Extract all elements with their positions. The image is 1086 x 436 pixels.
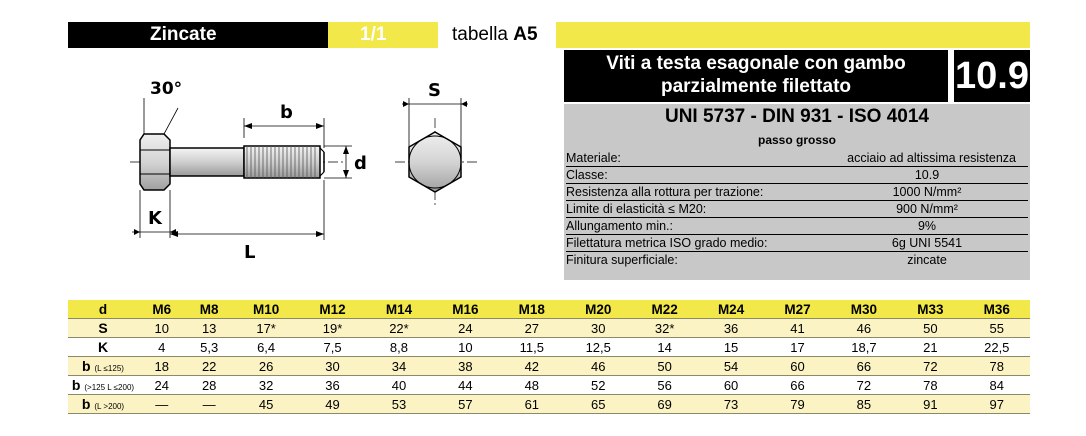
table-cell: 10 (138, 319, 185, 338)
table-cell: 12,5 (565, 338, 631, 357)
b-dimension-label: b (280, 102, 293, 123)
header-label: d (68, 300, 138, 319)
table-cell: 42 (499, 357, 565, 376)
property-value: 10.9 (914, 168, 940, 182)
table-cell: 11,5 (499, 338, 565, 357)
table-cell: 14 (631, 338, 697, 357)
table-cell: 19* (299, 319, 365, 338)
table-cell: 36 (299, 376, 365, 395)
property-row (566, 218, 1028, 235)
table-cell: 13 (185, 319, 232, 338)
table-cell: 52 (565, 376, 631, 395)
row-label (68, 357, 138, 376)
table-cell: 78 (897, 376, 963, 395)
table-cell: 54 (698, 357, 764, 376)
size-header: M24 (698, 300, 764, 319)
angle-label: 30° (150, 79, 183, 99)
table-code: A5 (513, 24, 538, 45)
table-cell: 97 (964, 395, 1030, 414)
row-label (68, 338, 138, 357)
row-label (68, 376, 138, 395)
table-cell: 66 (831, 357, 897, 376)
row-label-symbol: S (98, 320, 108, 336)
s-dimension-label: S (428, 80, 441, 101)
property-row (566, 184, 1028, 201)
table-cell: 17* (233, 319, 299, 338)
row-label-symbol: b (81, 396, 91, 412)
table-cell: 40 (366, 376, 432, 395)
table-cell: 41 (764, 319, 830, 338)
table-prefix: tabella (452, 24, 508, 45)
table-cell: 50 (897, 319, 963, 338)
table-cell: — (185, 395, 232, 414)
table-cell: 32* (631, 319, 697, 338)
table-cell: 50 (631, 357, 697, 376)
property-label: Resistenza alla rottura per trazione: (566, 185, 764, 199)
table-header-row (68, 300, 1030, 319)
table-cell: 18 (138, 357, 185, 376)
property-label: Filettatura metrica ISO grado medio: (566, 236, 768, 250)
title-line-1: Viti a testa esagonale con gambo (606, 53, 906, 74)
table-cell: 28 (185, 376, 232, 395)
table-cell: 7,5 (299, 338, 365, 357)
table-cell: 46 (831, 319, 897, 338)
table-cell: 73 (698, 395, 764, 414)
size-header: M20 (565, 300, 631, 319)
table-cell: 85 (831, 395, 897, 414)
size-header: M16 (432, 300, 498, 319)
property-label: Materiale: (566, 151, 621, 165)
header-bar-yellow-right (556, 22, 1030, 48)
table-row (68, 395, 1030, 414)
product-title (564, 52, 948, 98)
size-header: M36 (964, 300, 1030, 319)
table-cell: 56 (631, 376, 697, 395)
table-cell: 32 (233, 376, 299, 395)
size-header: M6 (138, 300, 185, 319)
row-label (68, 395, 138, 414)
table-row (68, 376, 1030, 395)
table-cell: 10 (432, 338, 498, 357)
table-cell: 91 (897, 395, 963, 414)
property-label: Finitura superficiale: (566, 253, 678, 267)
table-cell: 17 (764, 338, 830, 357)
row-label-condition: (L ≤125) (94, 364, 124, 373)
property-row (566, 150, 1028, 167)
table-cell: 60 (698, 376, 764, 395)
title-line-2: parzialmente filettato (660, 76, 852, 97)
table-cell: 44 (432, 376, 498, 395)
table-cell: 21 (897, 338, 963, 357)
table-cell: 22,5 (964, 338, 1030, 357)
table-cell: 45 (233, 395, 299, 414)
page-indicator: 1/1 (360, 24, 387, 45)
table-row (68, 338, 1030, 357)
l-dimension-label: L (244, 242, 256, 263)
size-header: M30 (831, 300, 897, 319)
table-cell: 26 (233, 357, 299, 376)
property-value: zincate (907, 253, 947, 267)
table-cell: 57 (432, 395, 498, 414)
finish-label: Zincate (150, 24, 217, 45)
size-header: M10 (233, 300, 299, 319)
table-cell: 48 (499, 376, 565, 395)
table-cell: 27 (499, 319, 565, 338)
size-header: M22 (631, 300, 697, 319)
table-cell: 22 (185, 357, 232, 376)
row-label-symbol: b (71, 377, 81, 393)
property-row (566, 235, 1028, 252)
bolt-technical-drawing (130, 68, 490, 268)
table-cell: 78 (964, 357, 1030, 376)
row-label-condition: (L >200) (94, 402, 125, 411)
table-row (68, 357, 1030, 376)
dimensions-table (68, 300, 1030, 414)
table-cell: 24 (138, 376, 185, 395)
table-cell: 15 (698, 338, 764, 357)
strength-class-badge: 10.9 (954, 50, 1030, 102)
table-cell: 34 (366, 357, 432, 376)
pitch-label: passo grosso (757, 133, 837, 147)
table-cell: 66 (764, 376, 830, 395)
size-header: M12 (299, 300, 365, 319)
table-cell: 61 (499, 395, 565, 414)
k-dimension-label: K (148, 208, 162, 229)
table-cell: 22* (366, 319, 432, 338)
table-cell: 60 (764, 357, 830, 376)
row-label-symbol: b (82, 358, 91, 374)
property-label: Limite di elasticità ≤ M20: (566, 202, 707, 216)
table-cell: 69 (631, 395, 697, 414)
table-cell: 30 (299, 357, 365, 376)
table-cell: 49 (299, 395, 365, 414)
table-cell: 53 (366, 395, 432, 414)
row-label-condition: (>125 L ≤200) (84, 383, 135, 392)
table-cell: 72 (897, 357, 963, 376)
table-cell: 24 (432, 319, 498, 338)
table-cell: 38 (432, 357, 498, 376)
d-dimension-label: d (354, 153, 367, 174)
size-header: M33 (897, 300, 963, 319)
property-row (566, 201, 1028, 218)
table-cell: 5,3 (185, 338, 232, 357)
property-value: 1000 N/mm² (892, 185, 962, 199)
table-id (452, 22, 538, 48)
table-body (68, 319, 1030, 414)
table-cell: 4 (138, 338, 185, 357)
table-cell: 8,8 (366, 338, 432, 357)
table-cell: 46 (565, 357, 631, 376)
table-row (68, 319, 1030, 338)
table-cell: 79 (764, 395, 830, 414)
thread-pattern (244, 146, 320, 178)
property-value: acciaio ad altissima resistenza (847, 151, 1016, 165)
table-cell: 72 (831, 376, 897, 395)
property-value: 900 N/mm² (896, 202, 958, 216)
property-label: Classe: (566, 168, 608, 182)
standards-title: UNI 5737 - DIN 931 - ISO 4014 (664, 106, 929, 127)
table-cell: 65 (565, 395, 631, 414)
property-label: Allungamento min.: (566, 219, 674, 233)
table-cell: 30 (565, 319, 631, 338)
table-cell: 6,4 (233, 338, 299, 357)
size-header: M27 (764, 300, 830, 319)
table-cell: — (138, 395, 185, 414)
properties-list (566, 150, 1028, 268)
row-label-symbol: K (97, 339, 109, 355)
table-cell: 18,7 (831, 338, 897, 357)
size-header: M8 (185, 300, 232, 319)
property-row (566, 167, 1028, 184)
property-row (566, 252, 1028, 268)
size-header: M14 (366, 300, 432, 319)
table-cell: 55 (964, 319, 1030, 338)
row-label (68, 319, 138, 338)
property-value: 9% (917, 219, 937, 233)
size-header: M18 (499, 300, 565, 319)
table-cell: 36 (698, 319, 764, 338)
property-value: 6g UNI 5541 (891, 236, 963, 250)
table-cell: 84 (964, 376, 1030, 395)
hex-head-end-view (402, 80, 468, 208)
